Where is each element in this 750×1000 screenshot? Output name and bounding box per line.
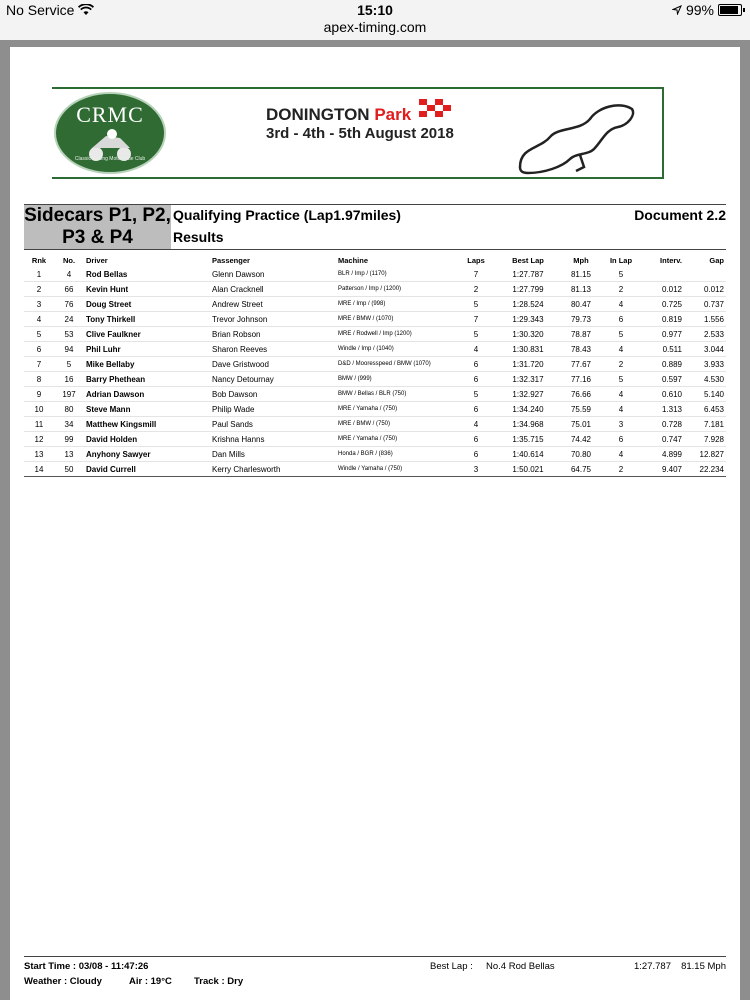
results-document [10, 47, 740, 1000]
cell-laps: 2 [456, 282, 496, 297]
cell-interval: 9.407 [640, 462, 684, 477]
cell-machine: MRE / Yamaha / (750) [336, 402, 456, 417]
cell-number: 34 [54, 417, 84, 432]
results-table [24, 253, 726, 477]
cell-best-lap: 1:30.831 [496, 342, 560, 357]
air-temperature: Air : 19°C [129, 976, 172, 987]
table-body [24, 267, 726, 477]
cell-interval: 0.511 [640, 342, 684, 357]
cell-passenger: Paul Sands [210, 417, 336, 432]
cell-driver: David Holden [84, 432, 210, 447]
cell-number: 13 [54, 447, 84, 462]
url-bar[interactable]: apex-timing.com [323, 19, 427, 35]
cell-interval: 4.899 [640, 447, 684, 462]
cell-passenger: Dan Mills [210, 447, 336, 462]
cell-driver: David Currell [84, 462, 210, 477]
cell-machine: MRE / Imp / (998) [336, 297, 456, 312]
cell-rank: 9 [24, 387, 54, 402]
cell-mph: 64.75 [560, 462, 602, 477]
best-lap-label: Best Lap : [430, 961, 473, 972]
cell-driver: Matthew Kingsmill [84, 417, 210, 432]
cell-interval: 0.597 [640, 372, 684, 387]
ios-status-bar [0, 0, 750, 40]
cell-passenger: Krishna Hanns [210, 432, 336, 447]
cell-passenger: Sharon Reeves [210, 342, 336, 357]
cell-number: 24 [54, 312, 84, 327]
cell-in-lap: 4 [602, 342, 640, 357]
cell-machine: Windle / Yamaha / (750) [336, 462, 456, 477]
cell-driver: Mike Bellaby [84, 357, 210, 372]
cell-best-lap: 1:31.720 [496, 357, 560, 372]
table-row [24, 297, 726, 312]
cell-laps: 5 [456, 297, 496, 312]
cell-interval: 0.747 [640, 432, 684, 447]
cell-number: 50 [54, 462, 84, 477]
table-row [24, 432, 726, 447]
best-lap-driver: No.4 Rod Bellas [486, 961, 555, 972]
cell-machine: MRE / BMW / (1070) [336, 312, 456, 327]
cell-rank: 11 [24, 417, 54, 432]
battery-status [672, 2, 742, 18]
table-row [24, 462, 726, 477]
cell-rank: 12 [24, 432, 54, 447]
logo-text: CRMC [76, 102, 144, 127]
cell-in-lap: 4 [602, 387, 640, 402]
cell-machine: MRE / Rodwell / Imp (1200) [336, 327, 456, 342]
column-header-driver: Driver [86, 255, 108, 265]
results-footer [24, 956, 726, 987]
cell-interval: 0.012 [640, 282, 684, 297]
cell-mph: 75.59 [560, 402, 602, 417]
cell-passenger: Brian Robson [210, 327, 336, 342]
table-row [24, 387, 726, 402]
cell-driver: Kevin Hunt [84, 282, 210, 297]
cell-machine: BLR / Imp / (1170) [336, 267, 456, 282]
cell-rank: 10 [24, 402, 54, 417]
cell-number: 5 [54, 357, 84, 372]
column-header-mph: Mph [573, 255, 589, 265]
cell-mph: 78.43 [560, 342, 602, 357]
cell-in-lap: 2 [602, 282, 640, 297]
table-row [24, 417, 726, 432]
cell-laps: 5 [456, 327, 496, 342]
cell-machine: Windle / Imp / (1040) [336, 342, 456, 357]
cell-laps: 5 [456, 387, 496, 402]
column-header-interval: Interv. [660, 255, 682, 265]
cell-interval: 0.725 [640, 297, 684, 312]
cell-in-lap: 4 [602, 447, 640, 462]
cell-machine: BMW / (999) [336, 372, 456, 387]
cell-rank: 3 [24, 297, 54, 312]
column-header-machine: Machine [338, 255, 369, 265]
battery-icon [718, 4, 742, 16]
crmc-logo [54, 92, 166, 174]
cell-driver: Clive Faulkner [84, 327, 210, 342]
cell-laps: 7 [456, 267, 496, 282]
table-row [24, 447, 726, 462]
cell-gap: 7.181 [684, 417, 726, 432]
column-header-laps: Laps [467, 255, 485, 265]
cell-best-lap: 1:34.968 [496, 417, 560, 432]
table-row [24, 312, 726, 327]
cell-gap: 12.827 [684, 447, 726, 462]
cell-best-lap: 1:27.787 [496, 267, 560, 282]
cell-rank: 14 [24, 462, 54, 477]
cell-passenger: Kerry Charlesworth [210, 462, 336, 477]
cell-rank: 7 [24, 357, 54, 372]
column-header-in-lap: In Lap [609, 255, 633, 265]
cell-machine: MRE / Yamaha / (750) [336, 432, 456, 447]
cell-gap: 0.737 [684, 297, 726, 312]
cell-rank: 6 [24, 342, 54, 357]
cell-driver: Anyhony Sawyer [84, 447, 210, 462]
cell-laps: 6 [456, 372, 496, 387]
cell-mph: 81.15 [560, 267, 602, 282]
cell-number: 16 [54, 372, 84, 387]
cell-best-lap: 1:35.715 [496, 432, 560, 447]
cell-driver: Doug Street [84, 297, 210, 312]
battery-percent: 99% [685, 2, 714, 18]
column-header-best-lap: Best Lap [512, 255, 544, 265]
cell-machine: MRE / BMW / (750) [336, 417, 456, 432]
weather: Weather : Cloudy [24, 976, 102, 987]
table-row [24, 267, 726, 282]
cell-passenger: Trevor Johnson [210, 312, 336, 327]
logo-subtext: Classic Racing Motorcycle Club [74, 156, 146, 162]
cell-driver: Steve Mann [84, 402, 210, 417]
start-time: Start Time : 03/08 - 11:47:26 [24, 961, 149, 972]
cell-laps: 6 [456, 402, 496, 417]
cell-in-lap: 2 [602, 357, 640, 372]
cell-in-lap: 6 [602, 312, 640, 327]
cell-mph: 79.73 [560, 312, 602, 327]
cell-mph: 75.01 [560, 417, 602, 432]
cell-machine: BMW / Bellas / BLR (750) [336, 387, 456, 402]
cell-laps: 4 [456, 342, 496, 357]
table-row [24, 282, 726, 297]
cell-machine: D&D / Mooresspeed / BMW (1070) [336, 357, 456, 372]
cell-number: 197 [54, 387, 84, 402]
cell-passenger: Alan Cracknell [210, 282, 336, 297]
document-number: Document 2.2 [634, 207, 726, 223]
cell-in-lap: 2 [602, 462, 640, 477]
cell-mph: 78.87 [560, 327, 602, 342]
session-type: Results [173, 229, 224, 245]
venue-name: DONINGTON [266, 105, 370, 124]
cell-gap: 1.556 [684, 312, 726, 327]
table-row [24, 372, 726, 387]
cell-laps: 3 [456, 462, 496, 477]
cell-passenger: Nancy Detournay [210, 372, 336, 387]
cell-in-lap: 4 [602, 297, 640, 312]
cell-number: 76 [54, 297, 84, 312]
column-header-gap: Gap [709, 255, 724, 265]
cell-interval: 0.728 [640, 417, 684, 432]
cell-in-lap: 5 [602, 372, 640, 387]
cell-mph: 81.13 [560, 282, 602, 297]
cell-interval: 0.977 [640, 327, 684, 342]
cell-best-lap: 1:32.927 [496, 387, 560, 402]
track-condition: Track : Dry [194, 976, 244, 987]
cell-best-lap: 1:27.799 [496, 282, 560, 297]
cell-in-lap: 3 [602, 417, 640, 432]
cell-mph: 70.80 [560, 447, 602, 462]
cell-best-lap: 1:32.317 [496, 372, 560, 387]
carrier-label: No Service [6, 2, 75, 18]
cell-gap: 3.044 [684, 342, 726, 357]
cell-number: 94 [54, 342, 84, 357]
cell-gap: 22.234 [684, 462, 726, 477]
table-row [24, 402, 726, 417]
table-header-row [24, 253, 726, 267]
cell-best-lap: 1:28.524 [496, 297, 560, 312]
cell-in-lap: 5 [602, 327, 640, 342]
cell-gap: 7.928 [684, 432, 726, 447]
cell-driver: Adrian Dawson [84, 387, 210, 402]
cell-number: 66 [54, 282, 84, 297]
cell-best-lap: 1:40.614 [496, 447, 560, 462]
cell-gap: 4.530 [684, 372, 726, 387]
cell-mph: 80.47 [560, 297, 602, 312]
cell-machine: Patterson / Imp / (1200) [336, 282, 456, 297]
clock: 15:10 [357, 2, 393, 18]
cell-best-lap: 1:29.343 [496, 312, 560, 327]
cell-driver: Phil Luhr [84, 342, 210, 357]
cell-gap: 3.933 [684, 357, 726, 372]
cell-interval [640, 267, 684, 282]
cell-rank: 2 [24, 282, 54, 297]
results-header [24, 204, 726, 250]
cell-number: 4 [54, 267, 84, 282]
cell-machine: Honda / BGR / (836) [336, 447, 456, 462]
cell-best-lap: 1:30.320 [496, 327, 560, 342]
cell-mph: 76.66 [560, 387, 602, 402]
cell-mph: 77.67 [560, 357, 602, 372]
cell-rank: 4 [24, 312, 54, 327]
column-header-passenger: Passenger [212, 255, 250, 265]
cell-number: 80 [54, 402, 84, 417]
cell-in-lap: 6 [602, 432, 640, 447]
cell-gap: 5.140 [684, 387, 726, 402]
cell-interval: 1.313 [640, 402, 684, 417]
cell-number: 53 [54, 327, 84, 342]
column-header-number: No. [62, 255, 76, 265]
venue-park: Park [374, 105, 412, 124]
checkered-flag-icon [415, 97, 455, 125]
cell-laps: 6 [456, 432, 496, 447]
cell-driver: Barry Phethean [84, 372, 210, 387]
cell-gap: 0.012 [684, 282, 726, 297]
class-name: Sidecars P1, P2, P3 & P4 [24, 205, 171, 248]
location-arrow-icon [672, 5, 682, 15]
cell-best-lap: 1:50.021 [496, 462, 560, 477]
table-row [24, 327, 726, 342]
cell-laps: 6 [456, 357, 496, 372]
cell-gap [684, 267, 726, 282]
cell-laps: 6 [456, 447, 496, 462]
cell-passenger: Glenn Dawson [210, 267, 336, 282]
cell-passenger: Dave Gristwood [210, 357, 336, 372]
column-header-rank: Rnk [31, 255, 47, 265]
track-map-icon [510, 97, 640, 177]
cell-gap: 2.533 [684, 327, 726, 342]
cell-rank: 1 [24, 267, 54, 282]
cell-in-lap: 5 [602, 267, 640, 282]
cell-rank: 5 [24, 327, 54, 342]
cell-number: 99 [54, 432, 84, 447]
best-lap-time: 1:27.787 [634, 961, 671, 972]
cell-passenger: Bob Dawson [210, 387, 336, 402]
event-venue [266, 105, 411, 125]
best-lap-mph: 81.15 Mph [681, 961, 726, 972]
cell-in-lap: 4 [602, 402, 640, 417]
cell-interval: 0.889 [640, 357, 684, 372]
table-row [24, 357, 726, 372]
cell-mph: 77.16 [560, 372, 602, 387]
table-row [24, 342, 726, 357]
cell-passenger: Philip Wade [210, 402, 336, 417]
cell-driver: Tony Thirkell [84, 312, 210, 327]
session-name: Qualifying Practice (Lap1.97miles) [173, 207, 401, 223]
cell-best-lap: 1:34.240 [496, 402, 560, 417]
event-dates: 3rd - 4th - 5th August 2018 [266, 125, 454, 142]
cell-driver: Rod Bellas [84, 267, 210, 282]
cell-interval: 0.819 [640, 312, 684, 327]
cell-laps: 4 [456, 417, 496, 432]
cell-mph: 74.42 [560, 432, 602, 447]
cell-rank: 13 [24, 447, 54, 462]
cell-passenger: Andrew Street [210, 297, 336, 312]
cell-interval: 0.610 [640, 387, 684, 402]
cell-gap: 6.453 [684, 402, 726, 417]
cell-laps: 7 [456, 312, 496, 327]
cell-rank: 8 [24, 372, 54, 387]
